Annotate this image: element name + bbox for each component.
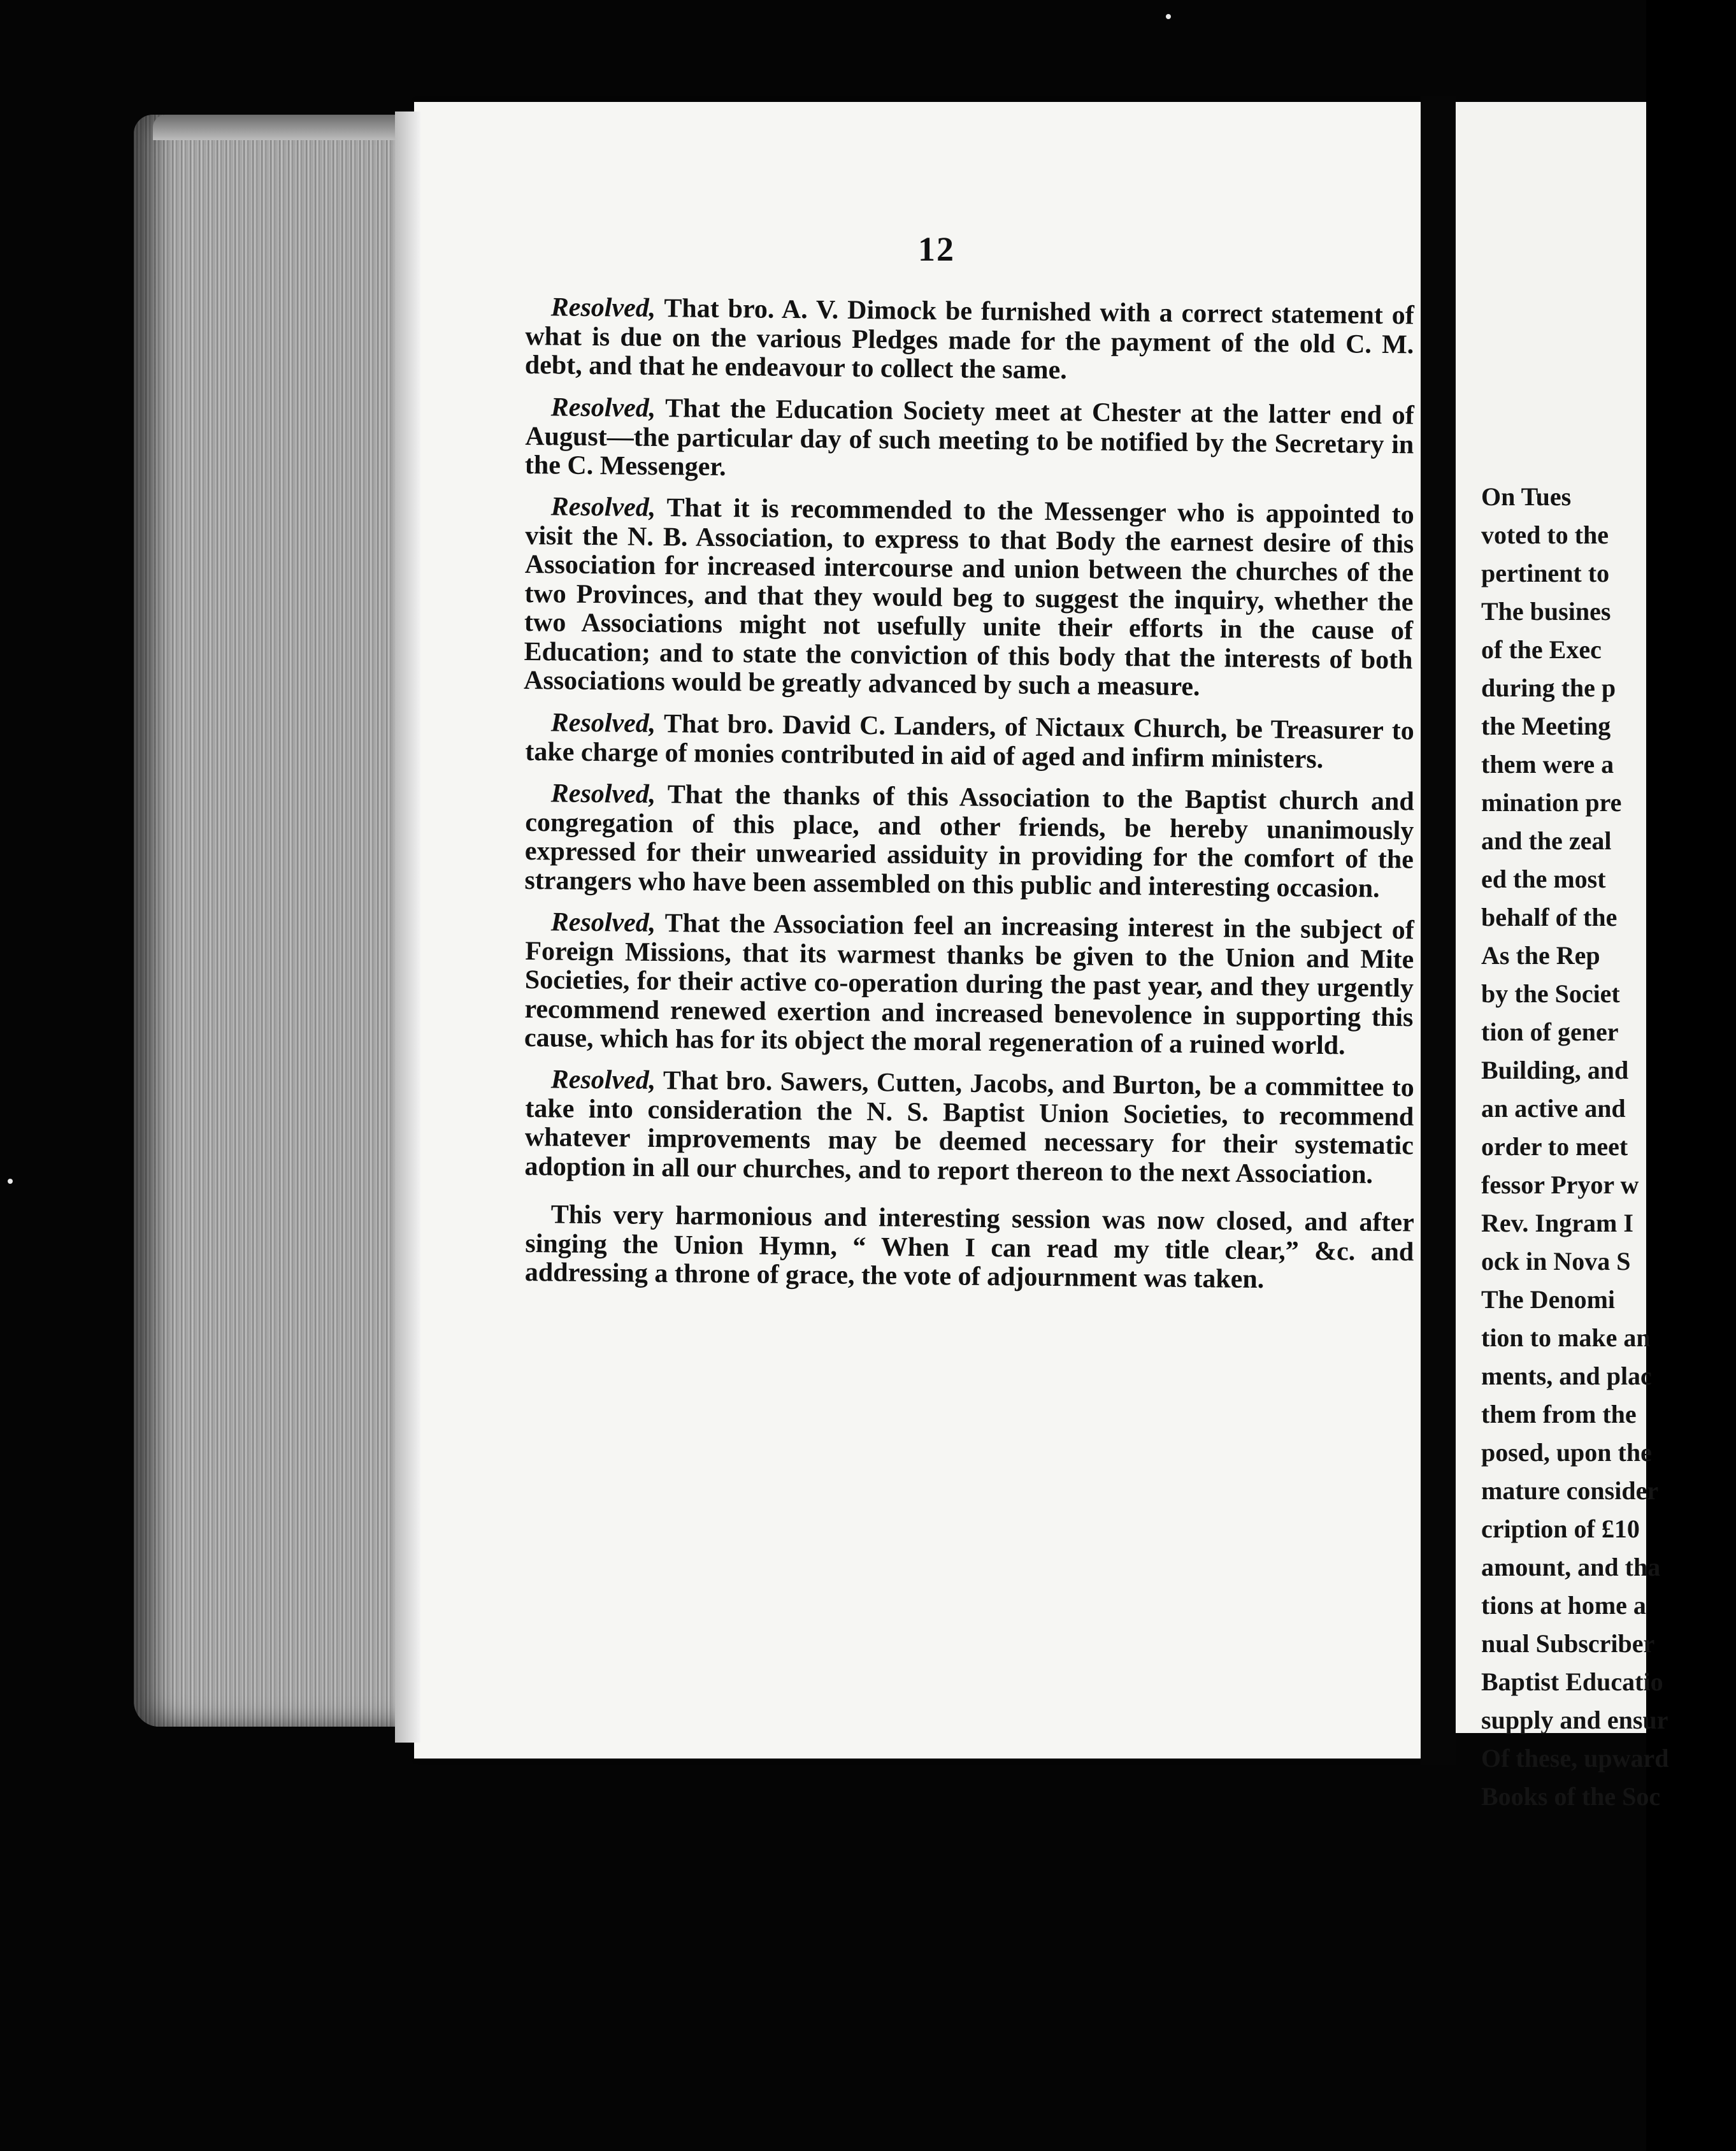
resolution-text: That the Association feel an increasing interest in the subject of Foreign Missions, that its warmest thanks be given to the Union and Mite Societies, for their active co-operation during the past year, and they urgently recommend renewed exertion and increased benevolence in supporting this cause, which has for its object the moral regeneration of a ruined world. (524, 908, 1414, 1060)
resolution-text: That the Education Society meet at Chester at the latter end of August—the particular day of such meeting to be notified by the Secretary in the C. Messenger. (524, 393, 1414, 482)
right-page-line: mature consider (1481, 1476, 1659, 1505)
page-body (523, 292, 1414, 1300)
resolution-paragraph (525, 293, 1414, 389)
resolution-text: That it is recommended to the Messenger who is appointed to visit the N. B. Association, to express to that Body the earnest desire of this Association for increased intercourse and union between the churches of the two Provinces, and that they would beg to suggest the inquiry, whether the two Associations might not usefully unite their efforts in the cause of Education; and to state the conviction of this body that the interests of both Associations would be greatly advanced by such a measure. (523, 493, 1414, 702)
right-page-line: supply and ensur (1481, 1706, 1668, 1734)
right-page-line: order to meet (1481, 1132, 1628, 1161)
page-fore-edge (134, 115, 408, 1727)
right-page-line: an active and (1481, 1094, 1626, 1123)
right-page-line: ments, and plac (1481, 1362, 1652, 1390)
right-page-line: posed, upon the (1481, 1438, 1652, 1467)
right-page-line: during the p (1481, 673, 1616, 702)
right-page-line: ed the most (1481, 865, 1606, 893)
right-page-line: amount, and tha (1481, 1553, 1661, 1581)
book-gutter (1421, 96, 1456, 1765)
right-page-line: mination pre (1481, 788, 1622, 817)
page-inner-shadow (395, 112, 420, 1743)
right-page-line: Books of the Soc (1481, 1782, 1661, 1811)
resolved-label: Resolved, (550, 392, 656, 423)
right-page-line: The busines (1481, 597, 1611, 626)
right-page-line: On Tues (1481, 482, 1572, 511)
right-page-line: by the Societ (1481, 979, 1620, 1008)
right-page-line: Baptist Educatio (1481, 1667, 1663, 1696)
resolution-text: That the thanks of this Association to the Baptist church and congregation of this place, and other friends, be hereby unanimously expressed for their unwearied assiduity in providing for the comfort of the strangers who have been assembled on this public and interesting occasion. (524, 779, 1414, 903)
resolution-text: That bro. A. V. Dimock be furnished with a correct statement of what is due on the various Pledges made for the payment of the old C. M. debt, and that he endeavour to collect the same. (524, 293, 1414, 385)
resolution-paragraph (525, 393, 1414, 489)
right-page-line: voted to the (1481, 521, 1609, 549)
right-page-line: ock in Nova S (1481, 1247, 1631, 1276)
right-page-lines (1481, 478, 1736, 1816)
right-page-line: tion to make an (1481, 1323, 1651, 1352)
right-page-line: cription of £10 (1481, 1514, 1640, 1543)
right-page-line: Rev. Ingram I (1481, 1209, 1633, 1237)
scan-speck (8, 1179, 13, 1184)
resolved-label: Resolved, (550, 1065, 656, 1095)
right-page-line: The Denomi (1481, 1285, 1615, 1314)
right-page-fragment (1456, 102, 1669, 1811)
resolution-paragraph (524, 779, 1414, 903)
resolution-paragraph (525, 709, 1414, 775)
right-page-line: nual Subscriber (1481, 1629, 1655, 1658)
right-page-line: them from the (1481, 1400, 1637, 1428)
page-number: 12 (918, 230, 955, 268)
right-page-line: fessor Pryor w (1481, 1170, 1639, 1199)
resolution-paragraph (524, 1065, 1414, 1190)
right-page-line: Of these, upward (1481, 1744, 1669, 1773)
resolved-label: Resolved, (550, 778, 656, 809)
closing-paragraph: This very harmonious and interesting session was now closed, and after singing the Union Hymn, “ When I can read my title clear,” &c. and addressing a throne of grace, the vote of adjournment was taken. (524, 1200, 1414, 1295)
right-page-line: Building, and (1481, 1056, 1629, 1084)
right-page-line: As the Rep (1481, 941, 1600, 970)
resolved-label: Resolved, (550, 292, 656, 323)
resolved-label: Resolved, (550, 707, 656, 738)
resolved-label: Resolved, (550, 492, 656, 522)
right-page-line: and the zeal (1481, 826, 1612, 855)
page-top-edge (153, 115, 408, 140)
resolution-paragraph (524, 493, 1414, 704)
left-page (414, 102, 1440, 1759)
right-page-line: of the Exec (1481, 635, 1602, 664)
right-page-line: the Meeting (1481, 712, 1611, 740)
resolved-label: Resolved, (550, 907, 656, 938)
scan-speck (1166, 14, 1171, 19)
resolution-text: That bro. Sawers, Cutten, Jacobs, and Burton, be a committee to take into consideration the N. S. Baptist Union Societies, to recommend whatever improvements may be deemed necessary for their systematic adoption in all our churches, and to report thereon to the next Association. (524, 1065, 1414, 1190)
right-page-line: them were a (1481, 750, 1614, 779)
right-page-line: tions at home a (1481, 1591, 1646, 1620)
right-page-line: behalf of the (1481, 903, 1618, 932)
right-page-line: tion of gener (1481, 1018, 1619, 1046)
right-page-line: pertinent to (1481, 559, 1610, 587)
resolution-text: That bro. David C. Landers, of Nictaux Church, be Treasurer to take charge of monies contributed in aid of aged and infirm ministers. (525, 709, 1414, 774)
resolution-paragraph (524, 908, 1414, 1061)
